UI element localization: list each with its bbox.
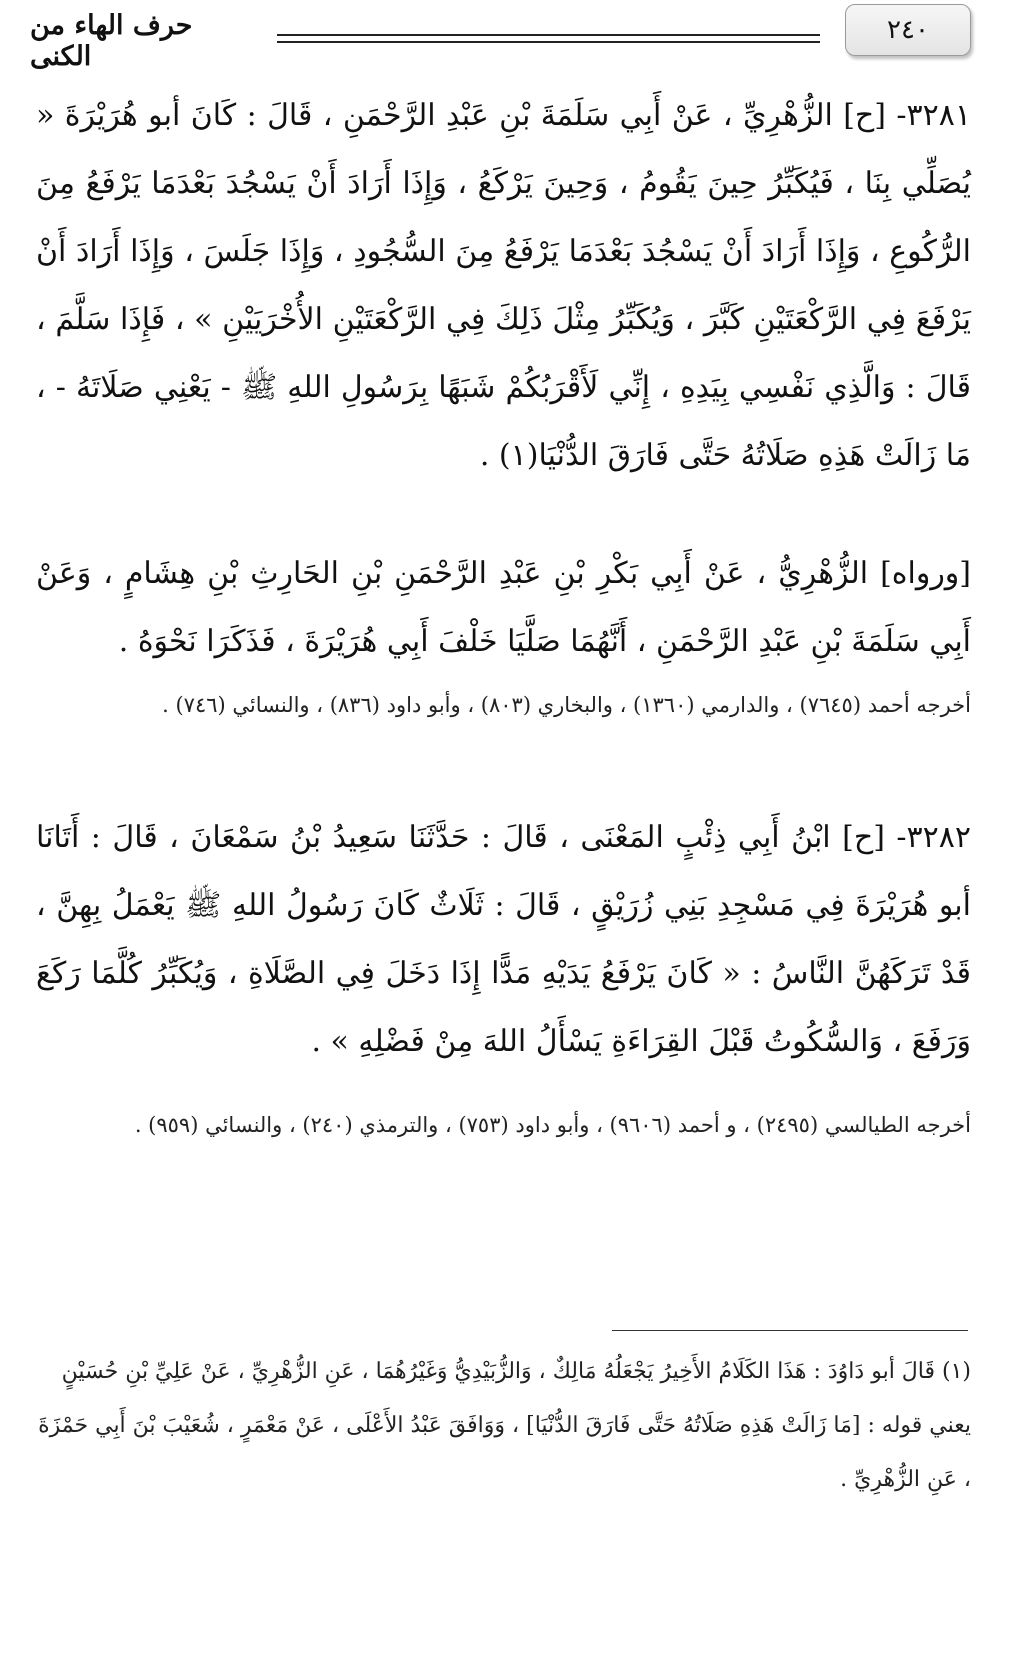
footnote-divider bbox=[612, 1330, 968, 1331]
chapter-title: حرف الهاء من الكنى bbox=[30, 10, 193, 72]
hadith-3281-takhrij: أخرجه أحمد (٧٦٤٥) ، والدارمي (١٣٦٠) ، والبخاري (٨٠٣) ، وأبو داود (٨٣٦) ، والنسائي (٧٤٦) . bbox=[162, 693, 971, 717]
page-number-tab bbox=[845, 4, 971, 56]
header-rule-top bbox=[277, 34, 820, 36]
hadith-3281-text: ٣٢٨١- [ح] الزُّهْرِيِّ ، عَنْ أَبِي سَلَمَةَ بْنِ عَبْدِ الرَّحْمَنِ ، قَالَ : كَانَ أبو هُرَيْرَةَ « يُصَلِّي بِنَا ، فَيُكَبِّرُ حِينَ يَقُومُ ، وَحِينَ يَرْكَعُ ، وَإِذَا أَرَادَ أَنْ يَسْجُدَ بَعْدَمَا يَرْفَعُ مِنَ الرُّكُوعِ ، وَإِذَا أَرَادَ أَنْ يَسْجُدَ بَعْدَمَا يَرْفَعُ مِنَ السُّجُودِ ، وَإِذَا جَلَسَ ، وَإِذَا أَرَادَ أَنْ يَرْفَعَ فِي الرَّكْعَتَيْنِ كَبَّرَ ، وَيُكَبِّرُ مِثْلَ ذَلِكَ فِي الرَّكْعَتَيْنِ الأُخْرَيَيْنِ » ، فَإِذَا سَلَّمَ ، قَالَ : وَالَّذِي نَفْسِي بِيَدِهِ ، إِنِّي لَأَقْرَبُكُمْ شَبَهًا بِرَسُولِ اللهِ ﷺ - يَعْنِي صَلَاتَهُ - ، مَا زَالَتْ هَذِهِ صَلَاتُهُ حَتَّى فَارَقَ الدُّنْيَا(١) . bbox=[36, 98, 971, 473]
header-rule-bottom bbox=[277, 41, 820, 43]
page-header bbox=[0, 0, 1010, 70]
hadith-3282-takhrij: أخرجه الطيالسي (٢٤٩٥) ، و أحمد (٩٦٠٦) ، وأبو داود (٧٥٣) ، والترمذي (٢٤٠) ، والنسائي (٩٥٩) . bbox=[134, 1113, 971, 1137]
hadith-3281-narration: [ورواه] الزُّهْرِيُّ ، عَنْ أَبِي بَكْرِ بْنِ عَبْدِ الرَّحْمَنِ بْنِ الحَارِثِ بْنِ هِشَامٍ ، وَعَنْ أَبِي سَلَمَةَ بْنِ عَبْدِ الرَّحْمَنِ ، أَنَّهُمَا صَلَّيَا خَلْفَ أَبِي هُرَيْرَةَ ، فَذَكَرَا نَحْوَهُ . bbox=[36, 556, 971, 659]
page-number: ٢٤٠ bbox=[887, 15, 929, 45]
footnote-1: (١) قَالَ أبو دَاوُدَ : هَذَا الكَلَامُ الأَخِيرُ يَجْعَلُهُ مَالِكٌ ، وَالزُّبَيْدِيُّ وَغَيْرُهُمَا ، عَنِ الزُّهْرِيِّ ، عَنْ عَلِيِّ بْنِ حُسَيْنٍ يعني قوله : [مَا زَالَتْ هَذِهِ صَلَاتُهُ حَتَّى فَارَقَ الدُّنْيَا] ، وَوَافَقَ عَبْدُ الأَعْلَى ، عَنْ مَعْمَرٍ ، شُعَيْبَ بْنَ أَبِي حَمْزَةَ ، عَنِ الزُّهْرِيِّ . bbox=[38, 1359, 971, 1492]
hadith-3282-text: ٣٢٨٢- [ح] ابْنُ أَبِي ذِئْبٍ المَعْنَى ، قَالَ : حَدَّثَنَا سَعِيدُ بْنُ سَمْعَانَ ، قَالَ : أَتَانَا أبو هُرَيْرَةَ فِي مَسْجِدِ بَنِي زُرَيْقٍ ، قَالَ : ثَلَاثٌ كَانَ رَسُولُ اللهِ ﷺ يَعْمَلُ بِهِنَّ ، قَدْ تَرَكَهُنَّ النَّاسُ : « كَانَ يَرْفَعُ يَدَيْهِ مَدًّا إِذَا دَخَلَ فِي الصَّلَاةِ ، وَيُكَبِّرُ كُلَّمَا رَكَعَ وَرَفَعَ ، وَالسُّكُوتُ قَبْلَ القِرَاءَةِ يَسْأَلُ اللهَ مِنْ فَضْلِهِ » . bbox=[36, 820, 971, 1059]
